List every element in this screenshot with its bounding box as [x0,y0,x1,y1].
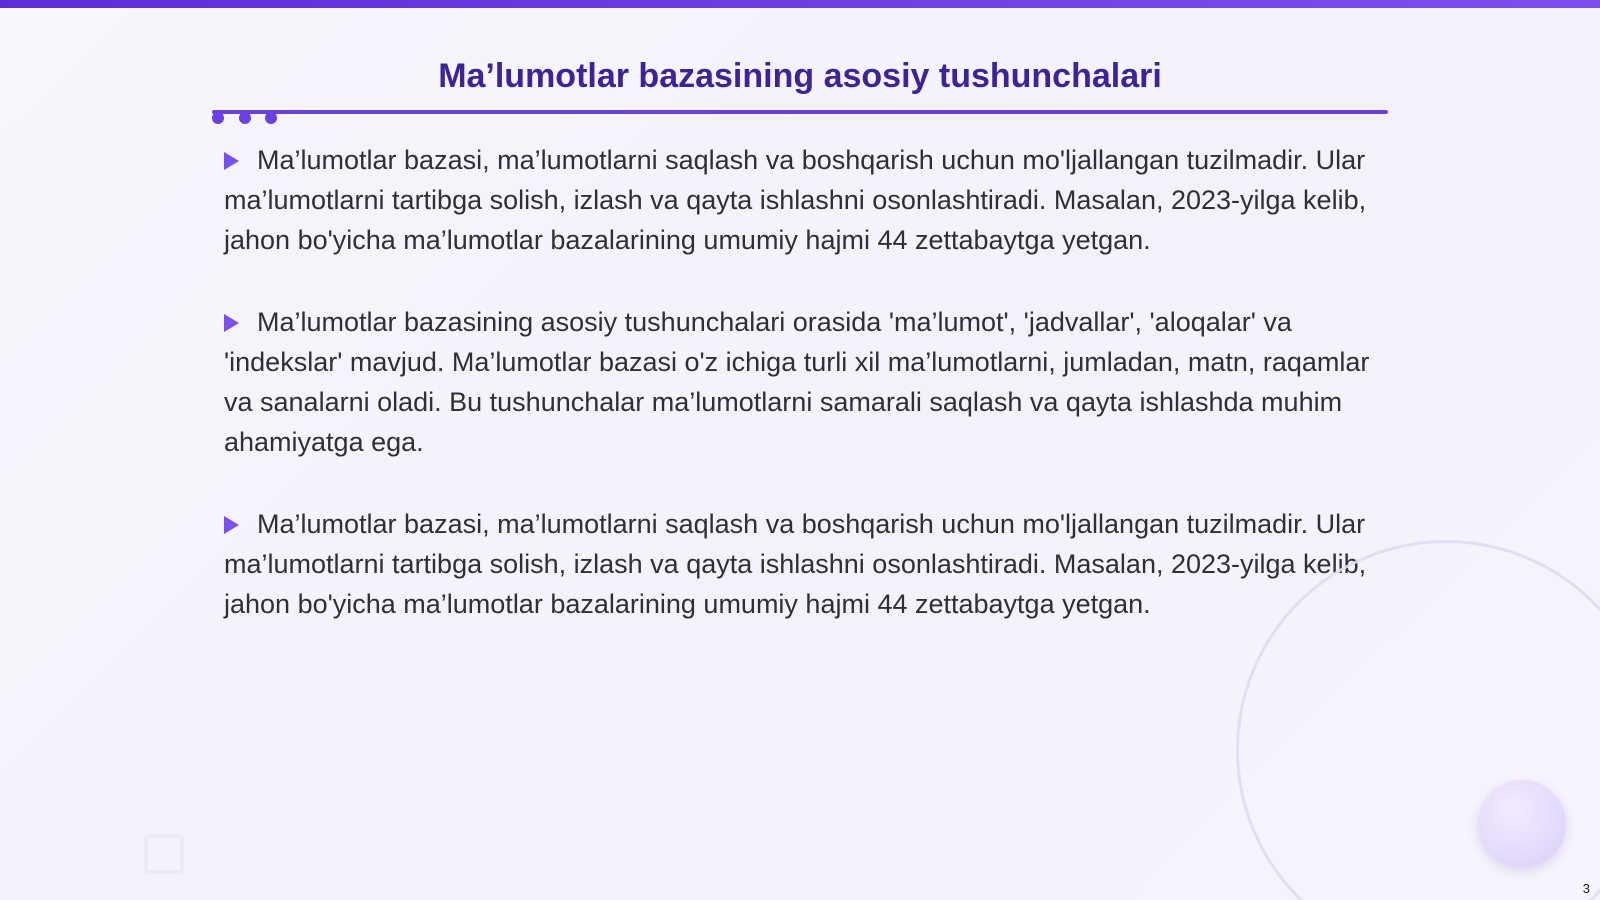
bullet-paragraph-2 [224,302,1384,462]
title-underline [212,110,1388,114]
bullet-list [224,140,1384,666]
bullet-paragraph-3 [224,504,1384,624]
decorative-dot [239,112,251,124]
bullet-text: Ma’lumotlar bazasi, ma’lumotlarni saqlash va boshqarish uchun mo'ljallangan tuzilmadir. Ular ma’lumotlarni tartibga solish, izlash va qayta ishlashni osonlashtiradi. Masalan, 2023-yilga kelib, jahon bo'yicha ma’lumotlar bazalarining umumiy hajmi 44 zettabaytga yetgan. [224,509,1367,619]
slide-title: Ma’lumotlar bazasining asosiy tushunchalari [438,57,1162,95]
bullet-paragraph-1 [224,140,1384,260]
decorative-dot [212,112,224,124]
triangle-right-icon [224,516,239,534]
decorative-circle [1478,780,1566,868]
bullet-text: Ma’lumotlar bazasi, ma’lumotlarni saqlash va boshqarish uchun mo'ljallangan tuzilmadir. Ular ma’lumotlarni tartibga solish, izlash va qayta ishlashni osonlashtiradi. Masalan, 2023-yilga kelib, jahon bo'yicha ma’lumotlar bazalarining umumiy hajmi 44 zettabaytga yetgan. [224,145,1367,255]
page-number: 3 [1582,881,1590,896]
triangle-right-icon [224,314,239,332]
top-accent-bar [0,0,1600,8]
triangle-right-icon [224,152,239,170]
decorative-dot [265,112,277,124]
bullet-text: Ma’lumotlar bazasining asosiy tushunchalari orasida 'ma’lumot', 'jadvallar', 'aloqalar' va 'indekslar' mavjud. Ma’lumotlar bazasi o'z ichiga turli xil ma’lumotlarni, jumladan, matn, raqamlar va sanalarni oladi. Bu tushunchalar ma’lumotlarni samarali saqlash va qayta ishlashda muhim ahamiyatga ega. [224,307,1370,457]
decorative-square [144,834,184,874]
